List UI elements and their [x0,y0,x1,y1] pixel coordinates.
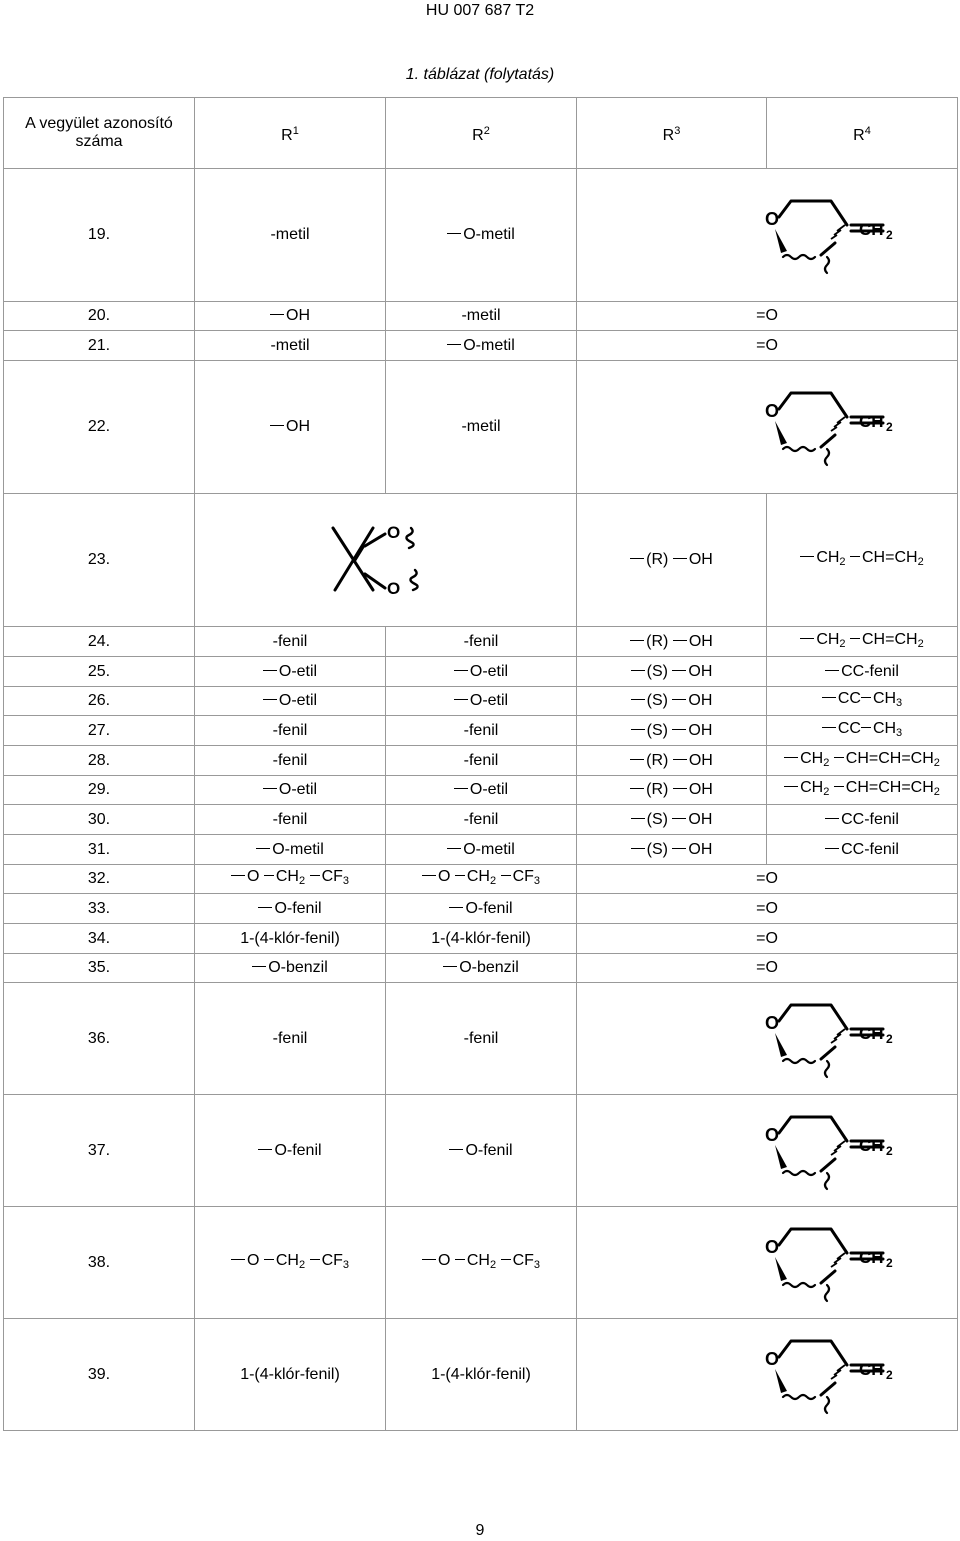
row-id: 20. [4,302,195,331]
cell-r1: O $CH_2$ $CF_3$ [195,1207,386,1319]
row-id: 25. [4,657,195,687]
cell-r4: CC-fenil [767,835,958,865]
cell-r2: -fenil [386,983,577,1095]
cell-r2: O-etil [386,776,577,805]
cell-r2: O-etil [386,687,577,716]
cell-r2: O-benzil [386,954,577,983]
methylene-tetrahydropyran-structure [757,1223,907,1303]
table-caption: 1. táblázat (folytatás) [405,66,555,83]
row-id: 23. [4,494,195,627]
compound-table [3,97,958,1431]
methylene-tetrahydropyran-structure [757,1335,907,1415]
cell-r2: O $CH_2$ $CF_3$ [386,865,577,894]
cell-r3-r4-structure [577,1207,958,1319]
col-header-r2: $R^2$ [386,98,577,169]
cell-r1: O-fenil [195,894,386,924]
table-row [4,835,958,865]
table-row [4,1319,958,1431]
cell-r4: CC $CH_3$ [767,716,958,746]
cell-r4: $CH_2$ $CH=CH=CH_2$ [767,776,958,805]
row-id: 35. [4,954,195,983]
cell-r4: CC-fenil [767,657,958,687]
methylene-tetrahydropyran-structure [757,1111,907,1191]
methylene-tetrahydropyran-structure [757,999,907,1079]
row-id: 32. [4,865,195,894]
methylene-tetrahydropyran-structure [757,387,907,467]
cell-r3-r4-structure [577,169,958,302]
cell-r3-r4: =O [577,924,958,954]
cell-r2: -fenil [386,746,577,776]
row-id: 30. [4,805,195,835]
cell-r3-r4: =O [577,302,958,331]
cell-r2: O-metil [386,331,577,361]
cell-r2: O-fenil [386,1095,577,1207]
cell-r2: -metil [386,361,577,494]
table-row [4,331,958,361]
cell-r2: O-metil [386,835,577,865]
row-id: 31. [4,835,195,865]
cell-r1: O-fenil [195,1095,386,1207]
cell-r1: O-etil [195,687,386,716]
cell-r1: -fenil [195,983,386,1095]
cell-r1: O-metil [195,835,386,865]
table-row [4,1207,958,1319]
cell-r3: (S) OH [577,716,767,746]
table-row [4,746,958,776]
table-row [4,983,958,1095]
row-id: 21. [4,331,195,361]
table-row [4,805,958,835]
cell-r1: -fenil [195,627,386,657]
cell-r3-r4-structure [577,1319,958,1431]
acetonide-structure [323,520,433,600]
table-row [4,865,958,894]
cell-r1: 1-(4-klór-fenil) [195,1319,386,1431]
cell-r2: O-fenil [386,894,577,924]
cell-r1: O-benzil [195,954,386,983]
cell-r1-r2-structure [195,494,577,627]
table-row [4,687,958,716]
cell-r2: -fenil [386,716,577,746]
row-id: 19. [4,169,195,302]
cell-r3: (S) OH [577,805,767,835]
cell-r1: O $CH_2$ $CF_3$ [195,865,386,894]
row-id: 26. [4,687,195,716]
row-id: 28. [4,746,195,776]
svg-text:O: O [387,523,401,542]
cell-r3: (S) OH [577,687,767,716]
cell-r2: O-metil [386,169,577,302]
row-id: 22. [4,361,195,494]
row-id: 36. [4,983,195,1095]
table-row [4,169,958,302]
cell-r3: (S) OH [577,657,767,687]
table-row [4,657,958,687]
cell-r1: 1-(4-klór-fenil) [195,924,386,954]
page-number: 9 [475,1522,485,1539]
cell-r4: $CH_2$ $CH=CH_2$ [767,627,958,657]
table-row [4,627,958,657]
cell-r1: -metil [195,331,386,361]
row-id: 33. [4,894,195,924]
cell-r3-r4: =O [577,894,958,924]
cell-r2: O $CH_2$ $CF_3$ [386,1207,577,1319]
row-id: 29. [4,776,195,805]
table-row [4,1095,958,1207]
cell-r3-r4: =O [577,331,958,361]
cell-r3-r4-structure [577,361,958,494]
cell-r1: OH [195,302,386,331]
cell-r4: $CH_2$ $CH=CH=CH_2$ [767,746,958,776]
cell-r3: (R) OH [577,494,767,627]
cell-r4: CC $CH_3$ [767,687,958,716]
row-id: 39. [4,1319,195,1431]
table-row [4,924,958,954]
cell-r3: (R) OH [577,776,767,805]
cell-r3: (R) OH [577,627,767,657]
col-header-r4: $R^4$ [767,98,958,169]
table-row [4,954,958,983]
row-id: 38. [4,1207,195,1319]
cell-r2: 1-(4-klór-fenil) [386,924,577,954]
cell-r1: -fenil [195,716,386,746]
cell-r3-r4: =O [577,954,958,983]
cell-r1: O-etil [195,776,386,805]
cell-r1: -fenil [195,805,386,835]
cell-r3-r4: =O [577,865,958,894]
row-id: 27. [4,716,195,746]
cell-r1: O-etil [195,657,386,687]
row-id: 34. [4,924,195,954]
cell-r2: -fenil [386,805,577,835]
cell-r3-r4-structure [577,1095,958,1207]
table-row [4,302,958,331]
table-row [4,894,958,924]
cell-r3: (S) OH [577,835,767,865]
document-id: HU 007 687 T2 [425,2,535,19]
table-row [4,776,958,805]
row-id: 37. [4,1095,195,1207]
row-id: 24. [4,627,195,657]
cell-r2: O-etil [386,657,577,687]
col-header-id: A vegyület azonosító száma [4,98,195,169]
methylene-tetrahydropyran-structure [757,195,907,275]
col-header-r3: $R^3$ [577,98,767,169]
cell-r1: OH [195,361,386,494]
cell-r2: -fenil [386,627,577,657]
table-header-row [4,98,958,169]
cell-r1: -fenil [195,746,386,776]
cell-r3: (R) OH [577,746,767,776]
table-row [4,361,958,494]
svg-text:O: O [387,579,401,598]
cell-r3-r4-structure [577,983,958,1095]
cell-r2: -metil [386,302,577,331]
cell-r1: -metil [195,169,386,302]
cell-r4: CC-fenil [767,805,958,835]
cell-r2: 1-(4-klór-fenil) [386,1319,577,1431]
col-header-r1: $R^1$ [195,98,386,169]
cell-r4: $CH_2$ $CH=CH_2$ [767,494,958,627]
table-row [4,716,958,746]
table-row [4,494,958,627]
